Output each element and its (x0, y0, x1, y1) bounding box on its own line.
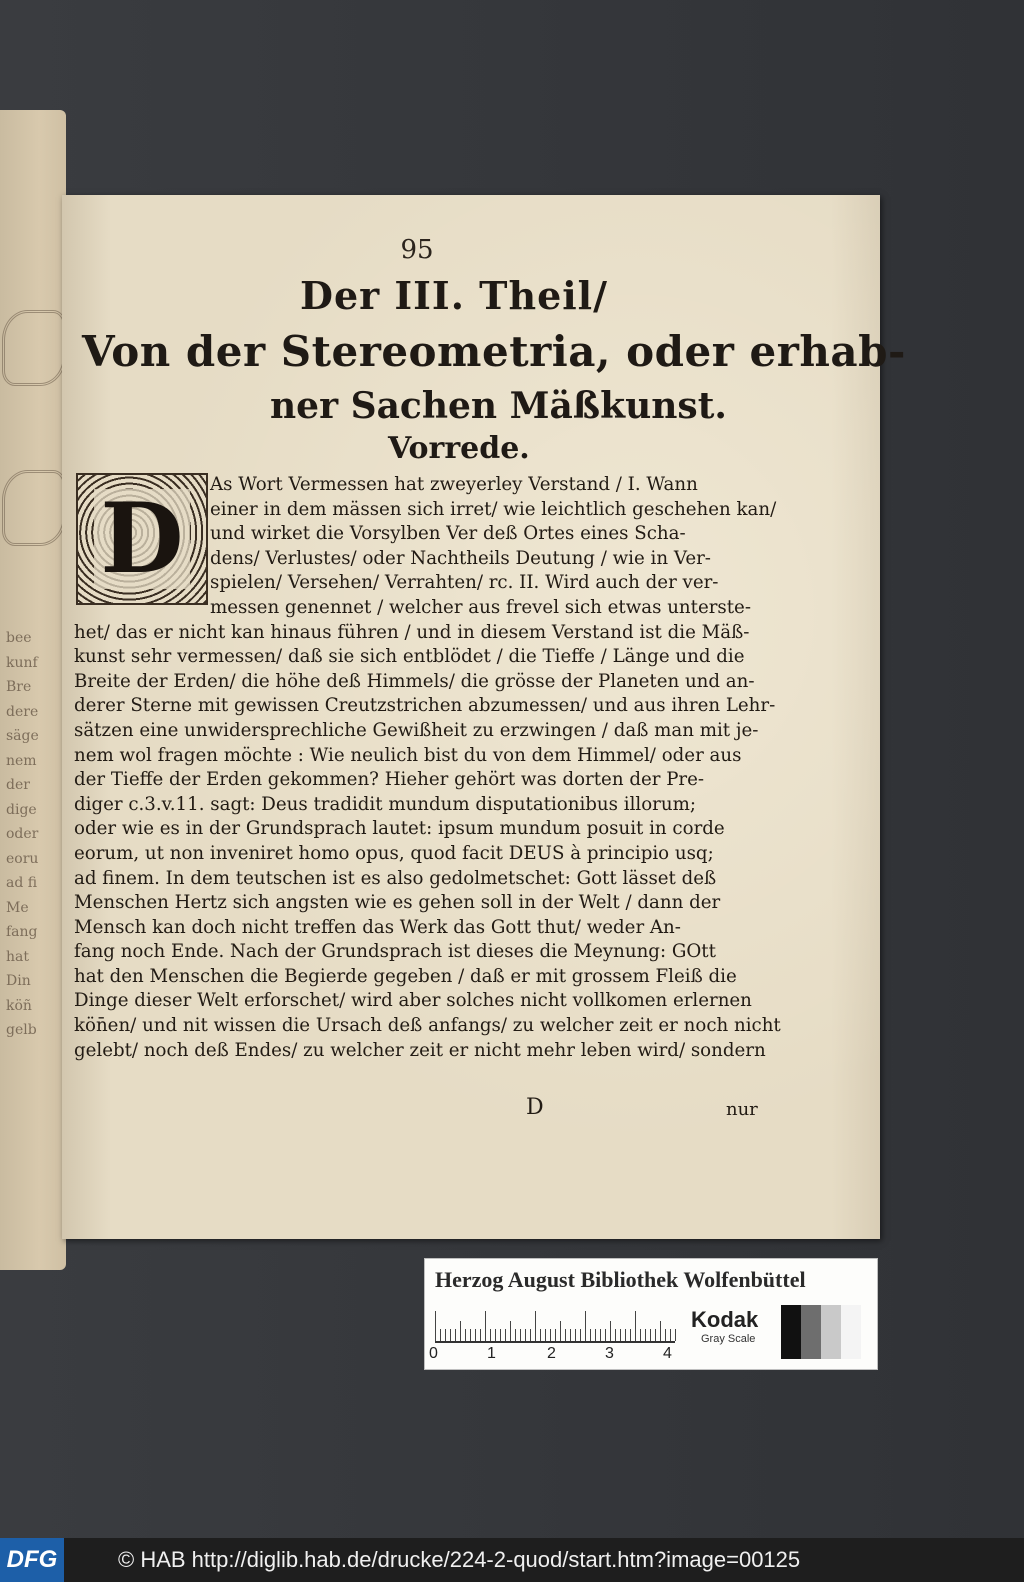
ruler-tick (665, 1329, 666, 1341)
left-page-fragment: Me (6, 899, 29, 916)
dfg-logo[interactable]: DFG (0, 1538, 64, 1582)
left-page-fragment: eoru (6, 850, 39, 867)
ruler-tick (585, 1311, 586, 1341)
ornament-icon (2, 310, 66, 386)
ruler-tick (490, 1329, 491, 1341)
ruler-number: 3 (605, 1345, 614, 1362)
ruler-tick (460, 1321, 461, 1341)
ruler-tick (650, 1329, 651, 1341)
gray-swatches (781, 1305, 861, 1359)
ruler-tick (630, 1329, 631, 1341)
ruler-tick (605, 1329, 606, 1341)
text-line: sätzen eine unwidersprechliche Gewißheit zu erzwingen / daß man mit je- (74, 719, 759, 741)
left-page-fragment: dere (6, 703, 39, 720)
ruler-tick (470, 1329, 471, 1341)
ruler (435, 1307, 675, 1343)
ruler-tick (615, 1329, 616, 1341)
gray-swatch (801, 1305, 821, 1359)
left-page-fragment: nem (6, 752, 37, 769)
text-line: dens/ Verlustes/ oder Nachtheils Deutung / wie in Ver- (210, 547, 711, 569)
copyright-url[interactable]: © HAB http://diglib.hab.de/drucke/224-2-quod/start.htm?image=00125 (118, 1547, 801, 1572)
part-title: Der III. Theil/ (300, 273, 608, 318)
text-line: hat den Menschen die Begierde gegeben / daß er mit grossem Fleiß die (74, 965, 737, 987)
section-title-line-1: Von der Stereometria, oder erhab- (82, 327, 906, 376)
ruler-tick (465, 1329, 466, 1341)
ruler-tick (435, 1311, 436, 1341)
left-page-fragment: hat (6, 948, 29, 965)
left-page-fragment: bee (6, 630, 32, 646)
signature-mark: D (526, 1095, 544, 1120)
ruler-tick (485, 1311, 486, 1341)
ruler-tick (440, 1329, 441, 1341)
ruler-number: 2 (547, 1345, 556, 1362)
ruler-tick (675, 1329, 676, 1341)
ruler-tick (445, 1329, 446, 1341)
ruler-tick (525, 1329, 526, 1341)
left-page-fragment: Din (6, 973, 31, 989)
preface-heading: Vorrede. (388, 431, 530, 466)
ruler-tick (580, 1329, 581, 1341)
ruler-tick (600, 1329, 601, 1341)
initial-letter: D (94, 489, 189, 589)
ruler-tick (590, 1329, 591, 1341)
gray-scale-label: Gray Scale (701, 1333, 756, 1345)
left-page-fragment: gelb (6, 1022, 37, 1038)
ruler-tick (640, 1329, 641, 1341)
text-line: diger c.3.v.11. sagt: Deus tradidit mundum disputationibus illorum; (74, 793, 696, 815)
text-line: fang noch Ende. Nach der Grundsprach ist dieses die Meynung: GOtt (74, 941, 716, 963)
text-line: Menschen Hertz sich angsten wie es gehen soll in der Welt / dann der (74, 892, 721, 914)
kodak-logo: Kodak (691, 1307, 759, 1332)
ruler-tick (505, 1329, 506, 1341)
gray-swatch (841, 1305, 861, 1359)
ruler-tick (670, 1329, 671, 1341)
text-line: gelebt/ noch deß Endes/ zu welcher zeit er nicht mehr leben wird/ sondern (74, 1039, 766, 1061)
ruler-tick (495, 1329, 496, 1341)
ruler-number: 0 (429, 1345, 438, 1362)
text-line: spielen/ Versehen/ Verrahten/ rc. II. Wird auch der ver- (210, 572, 719, 594)
left-page-fragment: der (6, 777, 30, 793)
left-page-fragment: dige (6, 801, 37, 818)
text-line: messen genennet / welcher aus frevel sich etwas unterste- (210, 596, 751, 618)
section-title-line-2: ner Sachen Mäßkunst. (270, 385, 727, 427)
text-line: Dinge dieser Welt erforschet/ wird aber solches nicht vollkomen erlernen (74, 990, 752, 1012)
text-line: oder wie es in der Grundsprach lautet: ipsum mundum posuit in corde (74, 818, 725, 840)
ruler-tick (565, 1329, 566, 1341)
library-name: Herzog August Bibliothek Wolfenbüttel (435, 1267, 806, 1292)
gray-swatch (781, 1305, 801, 1359)
text-line: kunst sehr vermessen/ daß sie sich entblödet / die Tieffe / Länge und die (74, 646, 745, 668)
catchword: nur (726, 1099, 758, 1120)
decorated-initial (76, 473, 208, 605)
ruler-numbers (429, 1345, 679, 1365)
ruler-tick (530, 1329, 531, 1341)
ruler-tick (610, 1321, 611, 1341)
text-line: Mensch kan doch nicht treffen das Werk das Gott thut/ weder An- (74, 916, 681, 938)
ruler-tick (555, 1329, 556, 1341)
gray-swatch (821, 1305, 841, 1359)
text-line: ad finem. In dem teutschen ist es also gedolmetschet: Gott lässet deß (74, 867, 717, 889)
left-page-fragment: ad fi (6, 875, 38, 891)
left-page-fragment: oder (6, 826, 39, 842)
ruler-tick (560, 1321, 561, 1341)
ruler-tick (655, 1329, 656, 1341)
text-line: der Tieffe der Erden gekommen? Hieher gehört was dorten der Pre- (74, 769, 705, 791)
left-page-fragment: köñ (6, 997, 32, 1014)
text-line: einer in dem mässen sich irret/ wie leichtlich geschehen kan/ (210, 498, 777, 520)
text-line: derer Sterne mit gewissen Creutzstrichen abzumessen/ und aus ihren Lehr- (74, 695, 776, 717)
ruler-tick (660, 1321, 661, 1341)
left-page-fragment: kunf (6, 654, 38, 671)
ruler-tick (480, 1329, 481, 1341)
ruler-number: 1 (487, 1345, 496, 1362)
text-line: eorum, ut non inveniret homo opus, quod facit DEUS à principio usq; (74, 842, 714, 864)
ruler-tick (645, 1329, 646, 1341)
ruler-tick (595, 1329, 596, 1341)
ruler-tick (545, 1329, 546, 1341)
ruler-tick (535, 1311, 536, 1341)
ruler-tick (635, 1311, 636, 1341)
text-line: und wirket die Vorsylben Ver deß Ortes eines Scha- (210, 523, 686, 545)
text-line: As Wort Vermessen hat zweyerley Verstand / I. Wann (210, 474, 698, 495)
ruler-tick (500, 1329, 501, 1341)
ruler-tick (520, 1329, 521, 1341)
ruler-tick (620, 1329, 621, 1341)
ruler-tick (570, 1329, 571, 1341)
library-color-chart (424, 1258, 878, 1370)
ruler-tick (540, 1329, 541, 1341)
ruler-tick (575, 1329, 576, 1341)
ruler-tick (450, 1329, 451, 1341)
page-number: 95 (400, 235, 434, 265)
book-page (62, 195, 906, 1239)
ruler-tick (625, 1329, 626, 1341)
ruler-tick (510, 1321, 511, 1341)
ruler-tick (475, 1329, 476, 1341)
footer-bar (0, 1538, 1024, 1582)
ornament-icon (2, 470, 66, 546)
text-line: Breite der Erden/ die höhe deß Himmels/ die grösse der Planeten und an- (74, 670, 755, 692)
text-line: nem wol fragen möchte : Wie neulich bist du von dem Himmel/ oder aus (74, 744, 742, 766)
left-page-fragment: säge (6, 728, 39, 744)
ruler-tick (550, 1329, 551, 1341)
text-line: het/ das er nicht kan hinaus führen / und in diesem Verstand ist die Mäß- (74, 621, 750, 643)
left-facing-page (0, 110, 66, 1270)
left-page-fragment: Bre (6, 679, 32, 695)
left-page-text (6, 626, 66, 1043)
ruler-tick (455, 1329, 456, 1341)
ruler-number: 4 (663, 1345, 672, 1362)
ruler-tick (515, 1329, 516, 1341)
left-page-fragment: fang (6, 924, 38, 940)
text-line: kön̄en/ und nit wissen die Ursach deß anfangs/ zu welcher zeit er noch nicht (74, 1015, 781, 1037)
